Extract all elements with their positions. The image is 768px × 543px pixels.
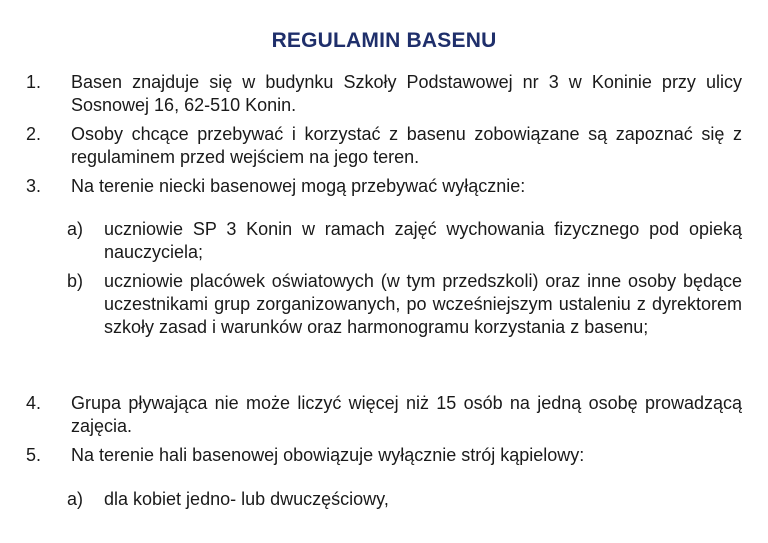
sub-list-text: uczniowie SP 3 Konin w ramach zajęć wychowania fizycznego pod opieką nauczyciela; xyxy=(104,219,742,262)
list-text: Na terenie hali basenowej obowiązuje wyłącznie strój kąpielowy: xyxy=(71,445,585,465)
list-text: Na terenie niecki basenowej mogą przebywać wyłącznie: xyxy=(71,176,526,196)
list-number: 1. xyxy=(26,72,42,92)
sub-list-text: uczniowie placówek oświatowych (w tym przedszkoli) oraz inne osoby będące uczestnikami grup zorganizowanych, po wcześniejszym ustaleniu z dyrektorem szkoły zasad i warunków oraz harmonogramu korzystania z basenu; xyxy=(104,271,742,337)
sub-list-letter: b) xyxy=(67,271,84,291)
list-number: 3. xyxy=(26,176,42,196)
document-title: REGULAMIN BASENU xyxy=(271,29,497,52)
list-text: Grupa pływająca nie może liczyć więcej niż 15 osób na jedną osobę prowadzącą zajęcia. xyxy=(71,393,742,436)
list-text: Basen znajduje się w budynku Szkoły Podstawowej nr 3 w Koninie przy ulicy Sosnowej 16, 62-510 Konin. xyxy=(71,72,742,115)
list-number: 5. xyxy=(26,445,42,465)
sub-list-text: dla kobiet jedno- lub dwuczęściowy, xyxy=(104,489,389,509)
sub-list-letter: a) xyxy=(67,219,84,239)
list-number: 2. xyxy=(26,124,42,144)
list-text: Osoby chcące przebywać i korzystać z basenu zobowiązane są zapoznać się z regulaminem przed wejściem na jego teren. xyxy=(71,124,742,167)
sub-list-letter: a) xyxy=(67,489,84,509)
list-number: 4. xyxy=(26,393,42,413)
